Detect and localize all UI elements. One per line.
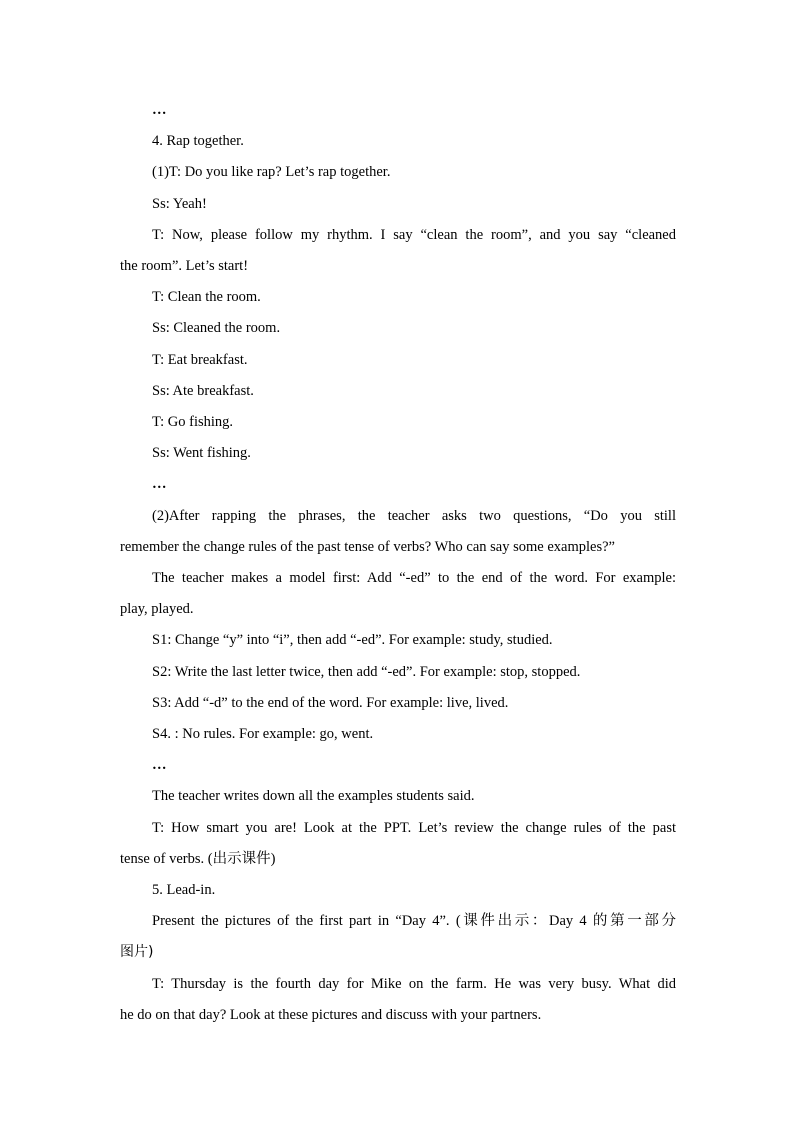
dialogue-line: T: Eat breakfast. <box>152 351 248 368</box>
dialogue-line: Ss: Went fishing. <box>152 445 251 462</box>
section-heading-lead-in: 5. Lead-in. <box>152 882 216 899</box>
paragraph-line: Present the pictures of the first part in “Day 4”. (课件出示：Day 4 的第一部分 <box>152 913 676 930</box>
dialogue-line: Ss: Yeah! <box>152 195 207 212</box>
paragraph-line-continued: remember the change rules of the past tense of verbs? Who can say some examples?” <box>120 538 615 555</box>
dialogue-line: Ss: Cleaned the room. <box>152 320 281 337</box>
paragraph-line-continued: play, played. <box>120 601 194 618</box>
section-heading-rap: 4. Rap together. <box>152 133 244 150</box>
paragraph-line: The teacher writes down all the examples students said. <box>152 788 475 805</box>
dialogue-line: T: Thursday is the fourth day for Mike on the farm. He was very busy. What did <box>152 975 676 992</box>
dialogue-line: T: Go fishing. <box>152 414 234 431</box>
dialogue-line: T: Clean the room. <box>152 289 261 306</box>
dialogue-line: T: Now, please follow my rhythm. I say “clean the room”, and you say “cleaned <box>152 226 676 243</box>
dialogue-line: S3: Add “-d” to the end of the word. For example: live, lived. <box>152 694 509 711</box>
dialogue-line-continued: tense of verbs. (出示课件) <box>120 850 276 867</box>
paragraph-line: (2)After rapping the phrases, the teacher asks two questions, “Do you still <box>152 507 676 524</box>
dialogue-line: S4. : No rules. For example: go, went. <box>152 726 374 743</box>
dialogue-line: S1: Change “y” into “i”, then add “-ed”. For example: study, studied. <box>152 632 553 649</box>
dialogue-line: Ss: Ate breakfast. <box>152 382 254 399</box>
dialogue-line-continued: the room”. Let’s start! <box>120 258 249 275</box>
paragraph-line: The teacher makes a model first: Add “-ed” to the end of the word. For example: <box>152 570 676 587</box>
dialogue-line-continued: he do on that day? Look at these pictures and discuss with your partners. <box>120 1006 542 1023</box>
dialogue-line: T: How smart you are! Look at the PPT. Let’s review the change rules of the past <box>152 819 676 836</box>
dialogue-line: S2: Write the last letter twice, then add “-ed”. For example: stop, stopped. <box>152 663 581 680</box>
document-body <box>120 95 676 1031</box>
paragraph-line-continued: 图片) <box>120 944 154 961</box>
ellipsis-2: … <box>152 476 168 493</box>
ellipsis-3: … <box>152 757 168 774</box>
dialogue-line: (1)T: Do you like rap? Let’s rap together. <box>152 164 391 181</box>
ellipsis-1: … <box>152 102 168 118</box>
